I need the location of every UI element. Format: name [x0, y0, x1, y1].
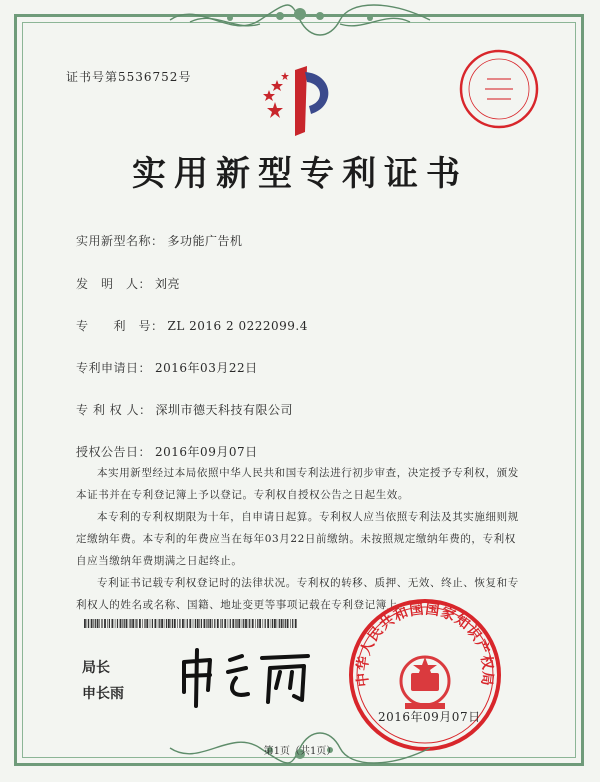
field-value: 深圳市德天科技有限公司 — [155, 403, 293, 417]
top-ornament-icon — [160, 0, 440, 40]
field-label: 专 利 权 人： — [76, 403, 152, 417]
barcode-icon — [84, 619, 298, 628]
field-inventor — [76, 275, 180, 292]
field-value: 2016年09月07日 — [155, 445, 258, 459]
field-label: 专 利 号： — [76, 319, 164, 333]
field-value: 刘亮 — [155, 277, 181, 291]
field-utility-model-name — [76, 232, 243, 249]
certificate-number: 证书号第5536752号 — [66, 70, 192, 84]
director-signature-icon — [170, 640, 320, 710]
field-grant-date — [76, 443, 258, 460]
seal-date: 2016年09月07日 — [378, 710, 481, 724]
field-value: ZL 2016 2 0222099.4 — [167, 319, 308, 333]
body-paragraph-grant: 本实用新型经过本局依照中华人民共和国专利法进行初步审查，决定授予专利权，颁发本证书并在专利登记簿上予以登记。专利权自授权公告之日起生效。 — [76, 467, 519, 501]
body-paragraph-term: 本专利的专利权期限为十年，自申请日起算。专利权人应当依照专利法及其实施细则规定缴纳年费。本专利的年费应当在每年03月22日前缴纳。未按照规定缴纳年费的，专利权自应当缴纳年费期满之日起终止。 — [76, 511, 519, 567]
field-application-date — [76, 359, 258, 376]
field-label: 发 明 人： — [76, 277, 152, 291]
field-patent-number — [76, 317, 308, 334]
patent-office-emblem-icon — [255, 62, 345, 142]
field-label: 授权公告日： — [76, 445, 152, 459]
field-label: 实用新型名称： — [76, 234, 164, 248]
certificate-title: 实用新型专利证书 — [132, 154, 468, 194]
corner-stamp-icon — [455, 45, 543, 133]
director-title: 局长 — [82, 660, 110, 676]
field-value: 多功能广告机 — [167, 234, 243, 248]
page-number: 第1页（共1页） — [263, 746, 337, 757]
field-label: 专利申请日： — [76, 361, 152, 375]
body-paragraph-status: 专利证书记载专利权登记时的法律状况。专利权的转移、质押、无效、终止、恢复和专利权人的姓名或名称、国籍、地址变更等事项记载在专利登记簿上。 — [76, 577, 519, 611]
director-name: 申长雨 — [82, 686, 124, 702]
field-patentee — [76, 401, 293, 418]
field-value: 2016年03月22日 — [155, 361, 258, 375]
seal-organization: 中华人民共和国国家知识产权局 — [354, 601, 496, 688]
